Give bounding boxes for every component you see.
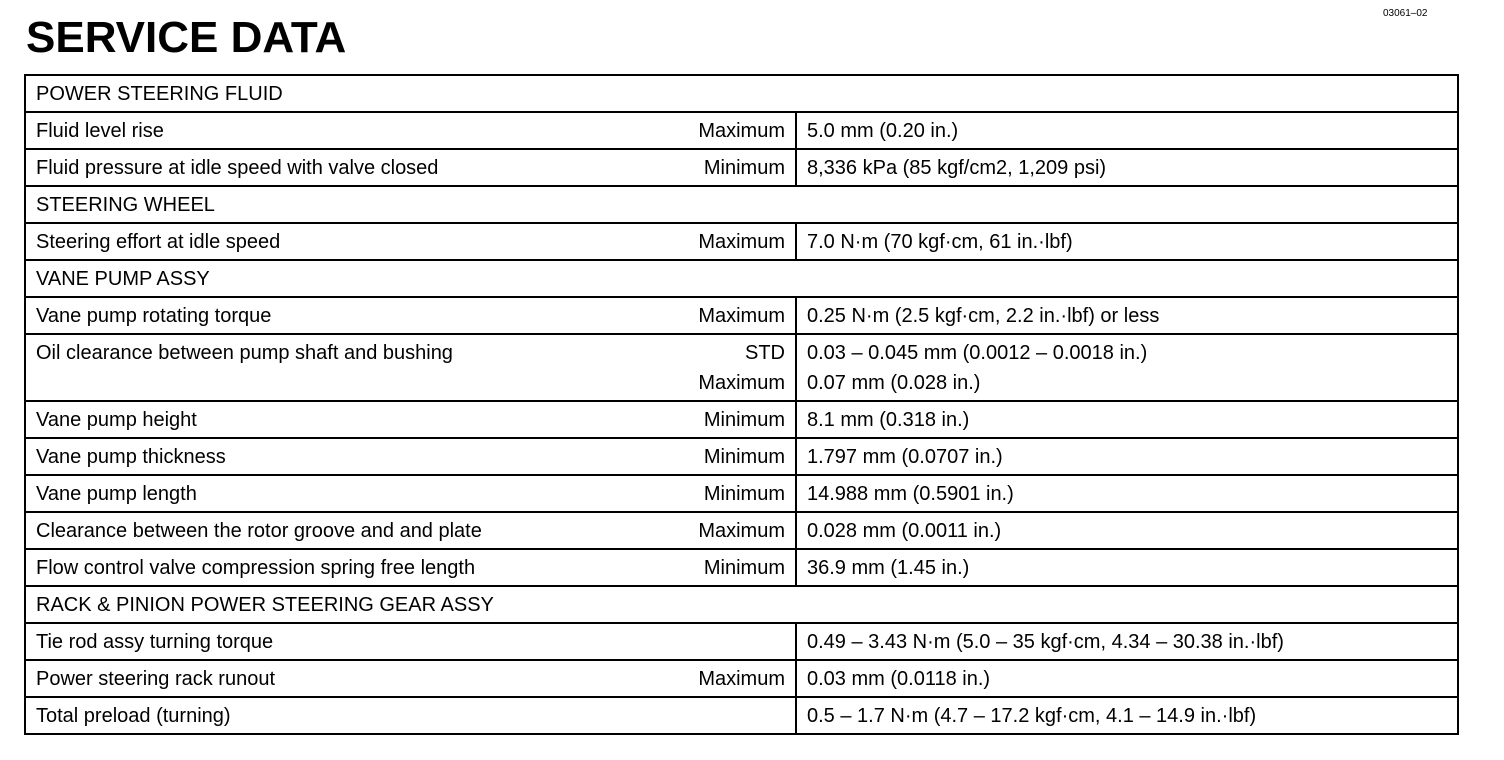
value-cell bbox=[796, 112, 1458, 149]
section-title: VANE PUMP ASSY bbox=[25, 260, 1458, 297]
limit-label: Minimum bbox=[703, 483, 785, 505]
item-cell bbox=[25, 475, 796, 512]
item-name: Oil clearance between pump shaft and bushing bbox=[36, 342, 453, 364]
value-cell bbox=[796, 475, 1458, 512]
table-row bbox=[25, 549, 1458, 586]
table-row bbox=[25, 112, 1458, 149]
item-name: Vane pump rotating torque bbox=[36, 305, 272, 327]
value-cell bbox=[796, 149, 1458, 186]
item-name: Steering effort at idle speed bbox=[36, 231, 281, 253]
item-cell bbox=[25, 512, 796, 549]
spec-value: 0.25 N·m (2.5 kgf·cm, 2.2 in.·lbf) or less bbox=[807, 305, 1160, 327]
table-row bbox=[25, 149, 1458, 186]
item-cell bbox=[25, 438, 796, 475]
section-title: STEERING WHEEL bbox=[25, 186, 1458, 223]
service-data-table-body bbox=[25, 75, 1458, 734]
table-row bbox=[25, 660, 1458, 697]
spec-value: 0.5 – 1.7 N·m (4.7 – 17.2 kgf·cm, 4.1 – 14.9 in.·lbf) bbox=[807, 705, 1257, 727]
limit-label: Maximum bbox=[698, 305, 785, 327]
page-title: SERVICE DATA bbox=[26, 13, 347, 62]
item-limit bbox=[704, 442, 785, 472]
spec-value: 36.9 mm (1.45 in.) bbox=[807, 557, 970, 579]
item-limit bbox=[698, 338, 785, 398]
spec-value: 14.988 mm (0.5901 in.) bbox=[807, 483, 1014, 505]
spec-value: 0.028 mm (0.0011 in.) bbox=[807, 520, 1002, 542]
table-row bbox=[25, 475, 1458, 512]
spec-value: 1.797 mm (0.0707 in.) bbox=[807, 446, 1003, 468]
spec-value: 0.07 mm (0.028 in.) bbox=[807, 372, 981, 394]
service-data-table bbox=[24, 74, 1459, 735]
item-name: Vane pump thickness bbox=[36, 446, 226, 468]
item-cell bbox=[25, 223, 796, 260]
item-limit bbox=[704, 153, 785, 183]
item-cell bbox=[25, 623, 796, 660]
item-name: Vane pump height bbox=[36, 409, 197, 431]
value-cell bbox=[796, 660, 1458, 697]
limit-label: Maximum bbox=[698, 668, 785, 690]
table-row bbox=[25, 223, 1458, 260]
item-cell bbox=[25, 549, 796, 586]
section-title: POWER STEERING FLUID bbox=[25, 75, 1458, 112]
spec-value: 0.03 – 0.045 mm (0.0012 – 0.0018 in.) bbox=[807, 342, 1148, 364]
value-cell bbox=[796, 223, 1458, 260]
value-cell bbox=[796, 549, 1458, 586]
item-limit bbox=[704, 553, 785, 583]
item-name: Fluid pressure at idle speed with valve closed bbox=[36, 157, 439, 179]
item-cell bbox=[25, 297, 796, 334]
item-cell bbox=[25, 697, 796, 734]
table-row bbox=[25, 697, 1458, 734]
limit-label: Minimum bbox=[703, 446, 785, 468]
item-name: Fluid level rise bbox=[36, 120, 164, 142]
item-cell bbox=[25, 660, 796, 697]
item-cell bbox=[25, 334, 796, 401]
value-cell bbox=[796, 401, 1458, 438]
limit-label: Minimum bbox=[703, 557, 785, 579]
item-cell bbox=[25, 401, 796, 438]
item-limit bbox=[698, 227, 785, 257]
limit-label: Maximum bbox=[698, 231, 785, 253]
value-cell bbox=[796, 697, 1458, 734]
spec-value: 8.1 mm (0.318 in.) bbox=[807, 409, 970, 431]
section-title: RACK & PINION POWER STEERING GEAR ASSY bbox=[25, 586, 1458, 623]
item-name: Tie rod assy turning torque bbox=[36, 631, 274, 653]
item-cell bbox=[25, 149, 796, 186]
value-cell bbox=[796, 297, 1458, 334]
item-name: Power steering rack runout bbox=[36, 668, 276, 690]
document-code: 03061–02 bbox=[1383, 8, 1428, 19]
item-cell bbox=[25, 112, 796, 149]
item-limit bbox=[698, 301, 785, 331]
item-limit bbox=[698, 664, 785, 694]
value-cell bbox=[796, 623, 1458, 660]
value-cell bbox=[796, 334, 1458, 401]
section-row bbox=[25, 75, 1458, 112]
limit-label: Maximum bbox=[698, 372, 785, 394]
item-name: Flow control valve compression spring free length bbox=[36, 557, 476, 579]
table-row bbox=[25, 512, 1458, 549]
table-row bbox=[25, 401, 1458, 438]
section-row bbox=[25, 586, 1458, 623]
value-cell bbox=[796, 512, 1458, 549]
value-cell bbox=[796, 438, 1458, 475]
item-limit bbox=[698, 116, 785, 146]
item-name: Clearance between the rotor groove and and plate bbox=[36, 520, 482, 542]
limit-label: Maximum bbox=[698, 520, 785, 542]
limit-label: Maximum bbox=[698, 120, 785, 142]
item-name: Total preload (turning) bbox=[36, 705, 231, 727]
item-name: Vane pump length bbox=[36, 483, 197, 505]
table-row bbox=[25, 438, 1458, 475]
item-limit bbox=[704, 405, 785, 435]
table-row bbox=[25, 334, 1458, 401]
table-row bbox=[25, 623, 1458, 660]
spec-value: 0.03 mm (0.0118 in.) bbox=[807, 668, 991, 690]
section-row bbox=[25, 260, 1458, 297]
limit-label: Minimum bbox=[703, 409, 785, 431]
table-row bbox=[25, 297, 1458, 334]
spec-value: 7.0 N·m (70 kgf·cm, 61 in.·lbf) bbox=[807, 231, 1073, 253]
section-row bbox=[25, 186, 1458, 223]
spec-value: 5.0 mm (0.20 in.) bbox=[807, 120, 959, 142]
limit-label: Minimum bbox=[703, 157, 785, 179]
spec-value: 0.49 – 3.43 N·m (5.0 – 35 kgf·cm, 4.34 – 30.38 in.·lbf) bbox=[807, 631, 1284, 653]
spec-value: 8,336 kPa (85 kgf/cm2, 1,209 psi) bbox=[807, 157, 1107, 179]
item-limit bbox=[704, 479, 785, 509]
item-limit bbox=[698, 516, 785, 546]
limit-label: STD bbox=[745, 342, 785, 364]
